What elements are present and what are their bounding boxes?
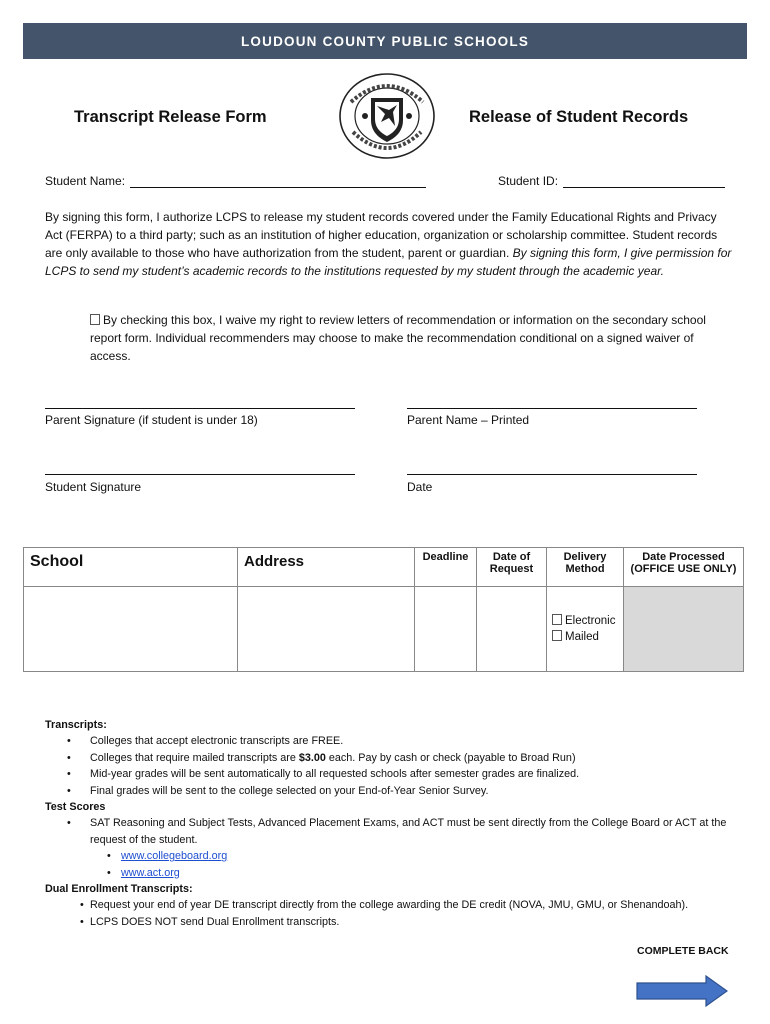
waiver-statement — [90, 311, 730, 365]
deadline-column-header: Deadline — [415, 548, 477, 587]
district-banner: LOUDOUN COUNTY PUBLIC SCHOOLS — [23, 23, 747, 59]
parent-name-line[interactable] — [407, 408, 697, 409]
list-item — [45, 750, 745, 766]
list-item: • Colleges that accept electronic transcripts are FREE. — [45, 733, 745, 749]
mailed-suffix: each. Pay by cash or check (payable to Broad Run) — [325, 751, 576, 764]
school-cell[interactable] — [24, 587, 238, 672]
delivery-option-mailed[interactable] — [552, 629, 623, 645]
list-item: • Final grades will be sent to the college selected on your End-of-Year Senior Survey. — [45, 783, 745, 799]
delivery-option-electronic[interactable] — [552, 613, 623, 629]
list-item: • LCPS DOES NOT send Dual Enrollment transcripts. — [45, 914, 745, 930]
student-name-blank[interactable] — [130, 175, 426, 188]
mailed-price: $3.00 — [298, 751, 326, 764]
deadline-cell[interactable] — [415, 587, 477, 672]
school-column-header: School — [24, 548, 238, 587]
student-signature-line[interactable] — [45, 474, 355, 475]
address-column-header: Address — [238, 548, 415, 587]
form-subtitle: Release of Student Records — [469, 108, 689, 126]
student-signature-label: Student Signature — [45, 480, 142, 494]
delivery-method-column-header — [547, 548, 624, 587]
delivery-method-cell — [547, 587, 624, 672]
parent-signature-line[interactable] — [45, 408, 355, 409]
student-id-blank[interactable] — [563, 175, 725, 188]
transcripts-list — [45, 733, 745, 799]
county-seal-icon — [337, 72, 437, 160]
parent-signature-label: Parent Signature (if student is under 18) — [45, 413, 258, 427]
collegeboard-link[interactable]: www.collegeboard.org — [121, 850, 228, 863]
date-processed-line-1: Date Processed — [642, 551, 725, 563]
act-link[interactable]: www.act.org — [121, 866, 180, 879]
records-request-table — [23, 547, 744, 672]
office-use-cell — [624, 587, 744, 672]
student-name-field[interactable] — [45, 174, 426, 188]
delivery-method-line-1: Delivery — [563, 551, 607, 563]
instructions-notes — [45, 717, 745, 930]
student-id-label: Student ID: — [498, 174, 559, 188]
waiver-text: By checking this box, I waive my right to review letters of recommendation or information on the secondary school report form. Individual recommenders may choose to make the recommendation conditional on a signed waiver of access. — [90, 313, 706, 363]
date-of-request-cell[interactable] — [477, 587, 547, 672]
collegeboard-link-item — [45, 848, 745, 864]
table-row — [24, 587, 744, 672]
student-id-field[interactable] — [498, 174, 725, 188]
date-line[interactable] — [407, 474, 697, 475]
authorization-text: By signing this form, I authorize LCPS to release my student records covered under the Family Educational Rights and Privacy Act (FERPA) to a third party; such as an institution of higher education, organization or scholarship committee. Student records are only available to those who have authorization from the student, parent or guardian. — [45, 210, 718, 260]
date-processed-line-2: (OFFICE USE ONLY) — [630, 563, 737, 575]
act-link-item — [45, 865, 745, 881]
mailed-label: Mailed — [565, 631, 599, 643]
address-cell[interactable] — [238, 587, 415, 672]
form-title: Transcript Release Form — [74, 108, 267, 126]
authorization-statement — [45, 208, 735, 280]
test-scores-list — [45, 815, 745, 881]
waiver-checkbox[interactable] — [90, 314, 100, 325]
electronic-checkbox[interactable] — [552, 614, 562, 625]
arrow-right-icon[interactable] — [636, 975, 728, 1007]
authorization-permission-text: By signing this form, I give permission for LCPS to send my student’s academic records to the institutions requested by my student through the academic year. — [45, 246, 732, 278]
mailed-text: Colleges that require mailed transcripts are — [90, 751, 299, 764]
date-processed-column-header — [624, 548, 744, 587]
transcripts-heading: Transcripts: — [45, 719, 107, 731]
list-item: • Mid-year grades will be sent automatically to all requested schools after semester grades are finalized. — [45, 766, 745, 782]
dual-enrollment-list — [45, 897, 745, 930]
date-of-request-column-header — [477, 548, 547, 587]
list-item: • SAT Reasoning and Subject Tests, Advanced Placement Exams, and ACT must be sent directly from the College Board or ACT at the request of the student. — [45, 815, 745, 848]
table-header-row — [24, 548, 744, 587]
date-of-request-line-1: Date of — [492, 551, 531, 563]
mailed-checkbox[interactable] — [552, 630, 562, 641]
electronic-label: Electronic — [565, 615, 616, 627]
complete-back-label: COMPLETE BACK — [637, 945, 729, 957]
test-scores-heading: Test Scores — [45, 801, 106, 814]
parent-name-label: Parent Name – Printed — [407, 413, 530, 427]
list-item: • Request your end of year DE transcript directly from the college awarding the DE credit (NOVA, JMU, GMU, or Shenandoah). — [45, 897, 745, 913]
date-label: Date — [407, 480, 433, 494]
delivery-method-line-2: Method — [565, 563, 605, 575]
date-of-request-line-2: Request — [489, 563, 534, 575]
dual-enrollment-heading: Dual Enrollment Transcripts: — [45, 883, 193, 896]
student-name-label: Student Name: — [45, 174, 126, 188]
